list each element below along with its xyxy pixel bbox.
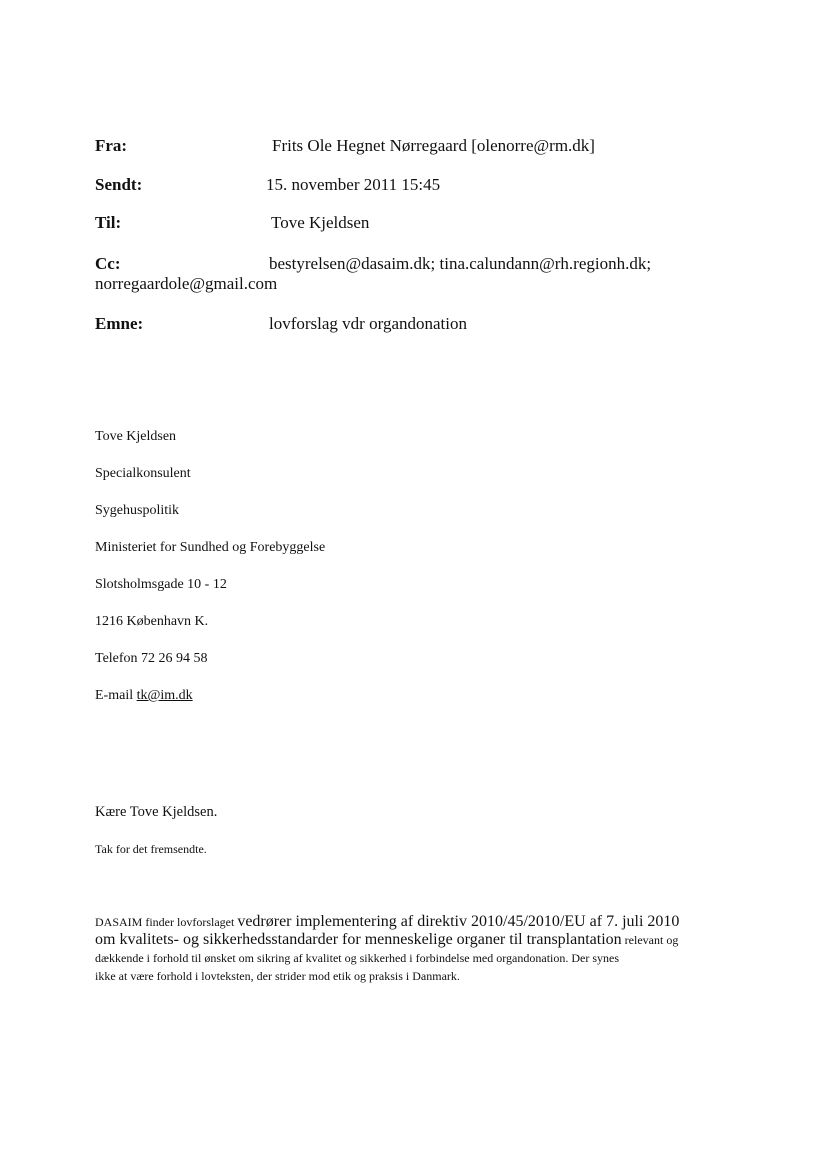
- body-paragraph: [95, 913, 735, 985]
- thanks-line: Tak for det fremsendte.: [95, 842, 207, 856]
- from-value: Frits Ole Hegnet Nørregaard [olenorre@rm.dk]: [272, 136, 595, 155]
- signature-department: Sygehuspolitik: [95, 503, 180, 518]
- paragraph-line-2-small: relevant og: [621, 933, 679, 947]
- paragraph-line-2: [95, 931, 735, 949]
- paragraph-line-4: ikke at være forhold i lovteksten, der strider mod etik og praksis i Danmark.: [95, 969, 460, 983]
- signature-email-link[interactable]: tk@im.dk: [136, 688, 193, 703]
- signature-email-prefix: E-mail: [95, 688, 137, 703]
- paragraph-line-3: dækkende i forhold til ønsket om sikring af kvalitet og sikkerhed i forbindelse med organdonation. Der synes: [95, 951, 620, 965]
- subject-label: Emne:: [95, 314, 144, 333]
- from-label: Fra:: [95, 136, 128, 155]
- signature-title: Specialkonsulent: [95, 466, 191, 481]
- cc-value-line1: bestyrelsen@dasaim.dk; tina.calundann@rh.regionh.dk;: [269, 254, 652, 273]
- sent-value: 15. november 2011 15:45: [266, 175, 441, 194]
- to-label: Til:: [95, 213, 122, 232]
- cc-value-line2: norregaardole@gmail.com: [95, 274, 278, 293]
- signature-phone: Telefon 72 26 94 58: [95, 651, 208, 666]
- signature-ministry: Ministeriet for Sundhed og Forebyggelse: [95, 540, 326, 555]
- sent-label: Sendt:: [95, 175, 143, 194]
- cc-label: Cc:: [95, 254, 121, 273]
- signature-city: 1216 København K.: [95, 614, 209, 629]
- paragraph-line-1: [95, 913, 735, 931]
- greeting: Kære Tove Kjeldsen.: [95, 804, 218, 820]
- signature-email: [95, 687, 193, 705]
- paragraph-line-2-large: om kvalitets- og sikkerhedsstandarder for menneskelige organer til transplantation: [95, 931, 622, 948]
- subject-value: lovforslag vdr organdonation: [269, 314, 467, 333]
- paragraph-line-1-small: DASAIM finder lovforslaget: [95, 915, 238, 929]
- signature-name: Tove Kjeldsen: [95, 429, 177, 444]
- to-value: Tove Kjeldsen: [271, 213, 370, 232]
- signature-street: Slotsholmsgade 10 - 12: [95, 577, 227, 592]
- paragraph-line-1-large: vedrører implementering af direktiv 2010/45/2010/EU af 7. juli 2010: [237, 913, 680, 930]
